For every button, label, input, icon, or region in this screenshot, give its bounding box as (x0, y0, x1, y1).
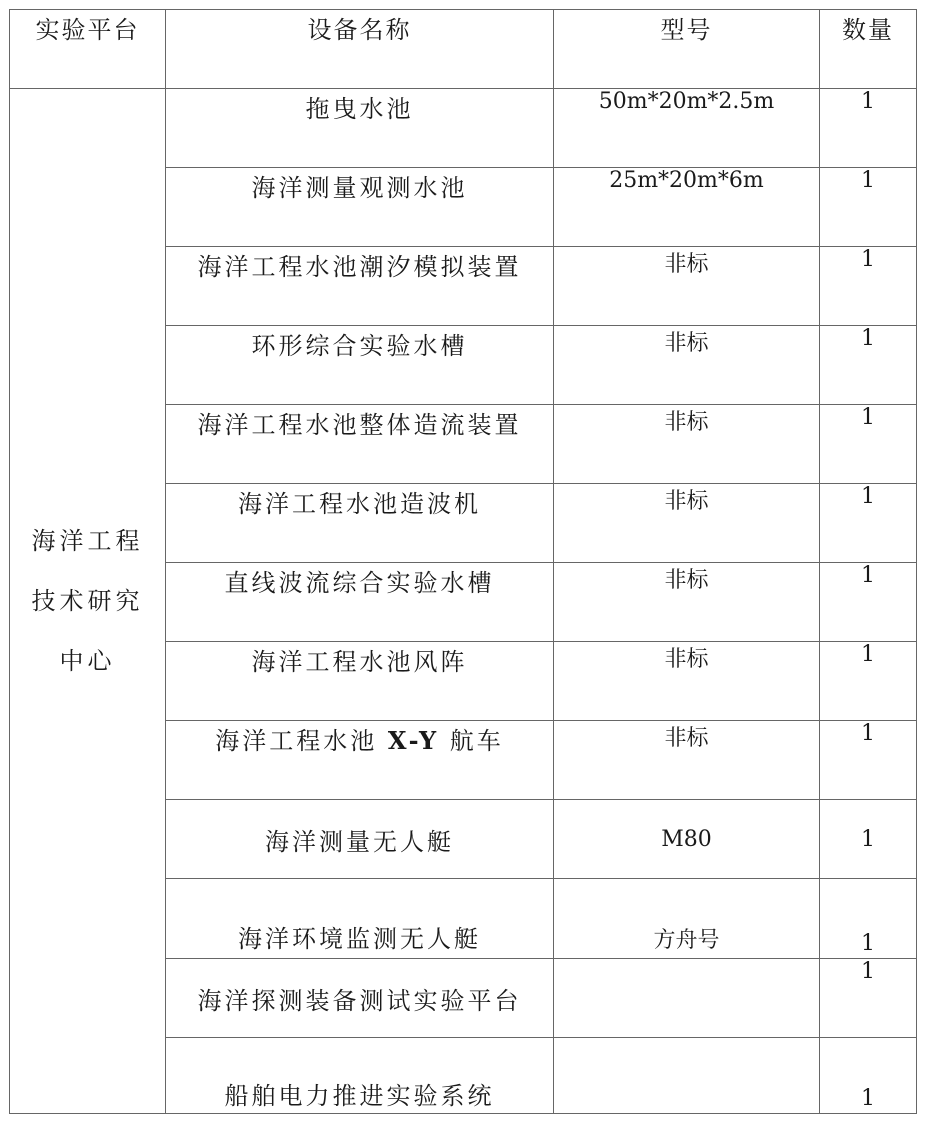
table-row (10, 89, 917, 168)
platform-line: 中心 (59, 647, 116, 675)
name-part: 航车 (439, 727, 504, 755)
equipment-quantity: 1 (820, 1038, 917, 1114)
equipment-model: 非标 (554, 405, 820, 484)
equipment-model: M80 (554, 800, 820, 879)
equipment-model: 非标 (554, 721, 820, 800)
equipment-name: 拖曳水池 (166, 89, 554, 168)
equipment-name: 海洋工程水池整体造流装置 (166, 405, 554, 484)
equipment-quantity: 1 (820, 800, 917, 879)
equipment-quantity: 1 (820, 879, 917, 959)
equipment-model: 非标 (554, 484, 820, 563)
equipment-model: 方舟号 (554, 879, 820, 959)
equipment-name: 环形综合实验水槽 (166, 326, 554, 405)
equipment-quantity: 1 (820, 89, 917, 168)
equipment-model: 非标 (554, 642, 820, 721)
equipment-name: 海洋工程水池造波机 (166, 484, 554, 563)
equipment-quantity: 1 (820, 721, 917, 800)
equipment-name: 海洋测量无人艇 (166, 800, 554, 879)
platform-line: 海洋工程 (31, 527, 144, 555)
name-part-bold: X-Y (387, 726, 440, 755)
equipment-quantity: 1 (820, 563, 917, 642)
equipment-name: 船舶电力推进实验系统 (166, 1038, 554, 1114)
equipment-quantity: 1 (820, 959, 917, 1038)
equipment-quantity: 1 (820, 247, 917, 326)
equipment-name: 海洋测量观测水池 (166, 168, 554, 247)
header-platform: 实验平台 (10, 10, 166, 89)
equipment-name: 海洋探测装备测试实验平台 (166, 959, 554, 1038)
header-equipment-name: 设备名称 (166, 10, 554, 89)
equipment-model: 25m*20m*6m (554, 168, 820, 247)
equipment-model: 非标 (554, 563, 820, 642)
equipment-model (554, 1038, 820, 1114)
name-part: 海洋工程水池 (215, 727, 388, 755)
equipment-quantity: 1 (820, 484, 917, 563)
header-row (10, 10, 917, 89)
equipment-quantity: 1 (820, 168, 917, 247)
equipment-model: 非标 (554, 326, 820, 405)
platform-cell (10, 89, 166, 1114)
header-model: 型号 (554, 10, 820, 89)
equipment-model: 50m*20m*2.5m (554, 89, 820, 168)
platform-line: 技术研究 (31, 587, 144, 615)
equipment-quantity: 1 (820, 326, 917, 405)
equipment-name (166, 721, 554, 800)
equipment-quantity: 1 (820, 405, 917, 484)
equipment-name: 直线波流综合实验水槽 (166, 563, 554, 642)
equipment-model: 非标 (554, 247, 820, 326)
equipment-name: 海洋工程水池潮汐模拟装置 (166, 247, 554, 326)
equipment-table (9, 9, 917, 1114)
equipment-name: 海洋工程水池风阵 (166, 642, 554, 721)
header-quantity: 数量 (820, 10, 917, 89)
equipment-model (554, 959, 820, 1038)
equipment-name: 海洋环境监测无人艇 (166, 879, 554, 959)
equipment-quantity: 1 (820, 642, 917, 721)
